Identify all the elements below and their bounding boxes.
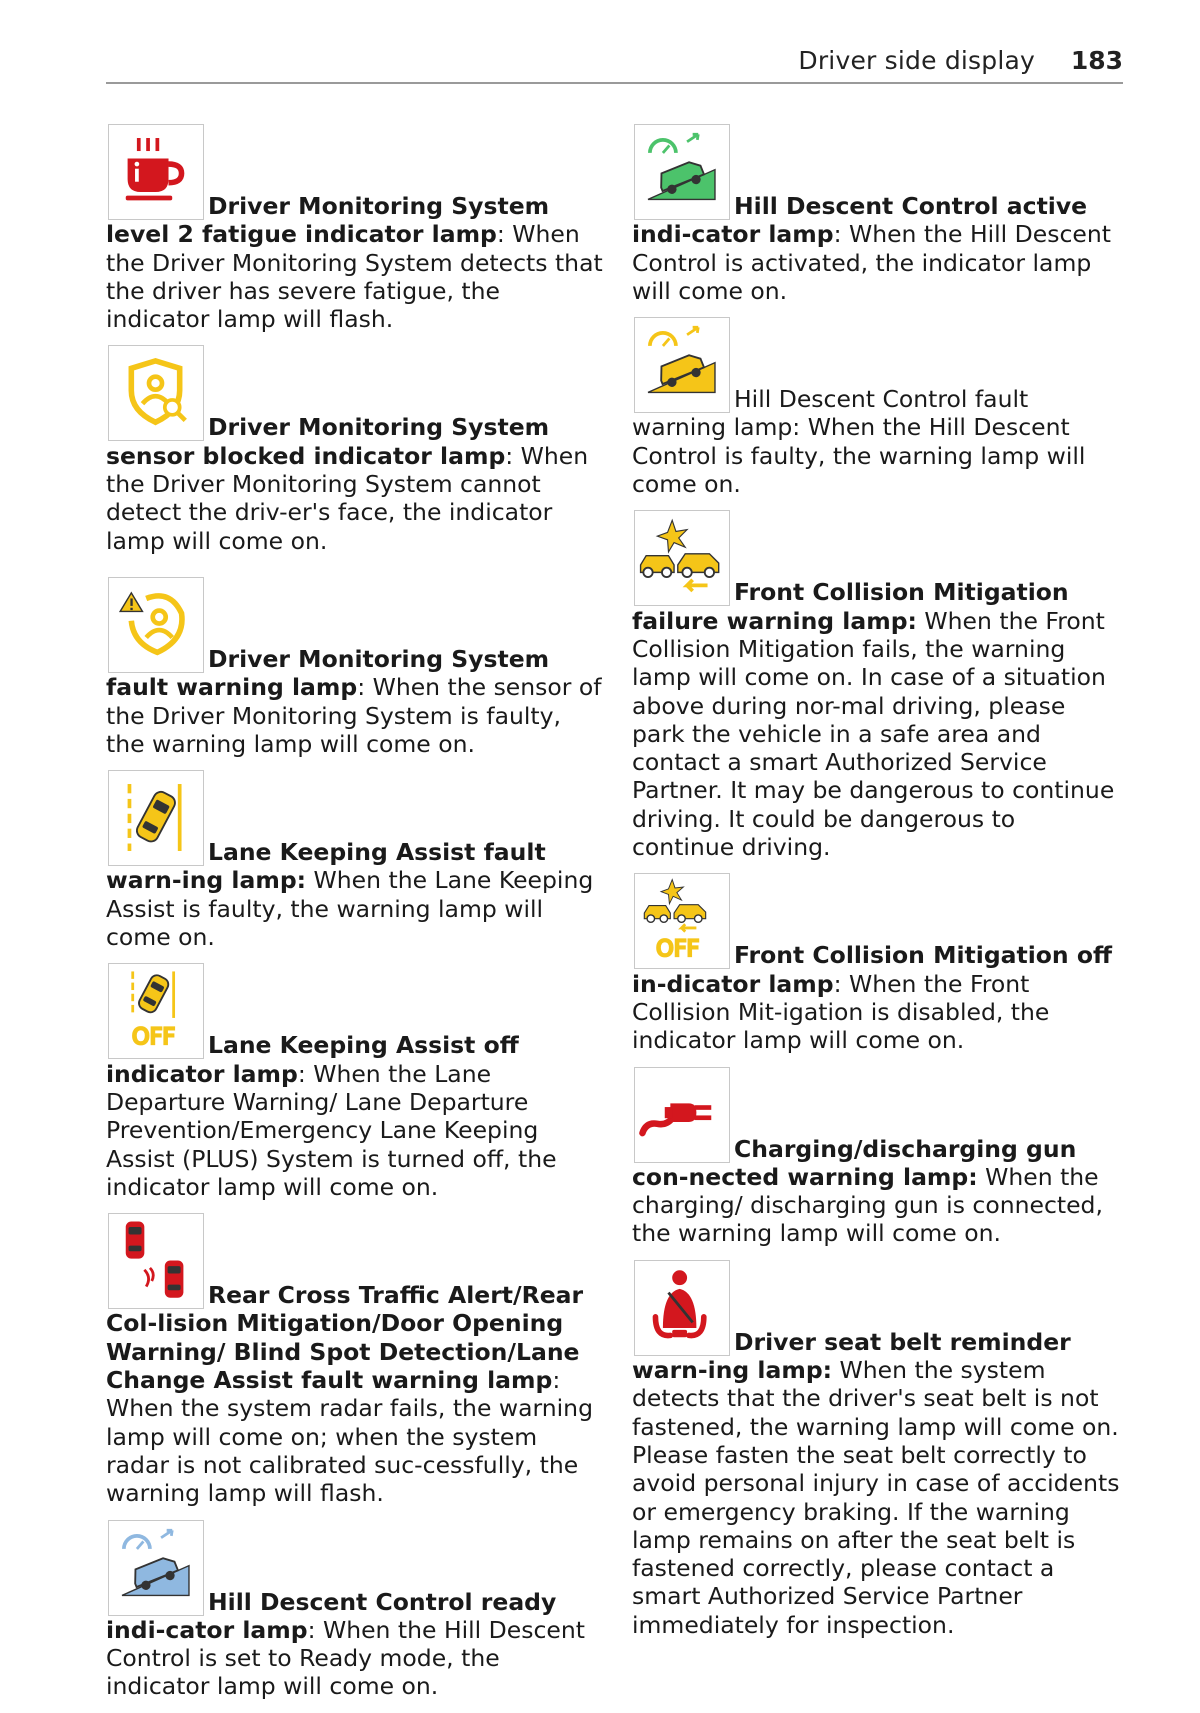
- lamp-description: When the charging/ discharging gun is connected, the warning lamp will come on.: [632, 1162, 1103, 1248]
- lamp-entry-fcm-failure: [632, 510, 1124, 861]
- lamp-entry-hdc-active: Hill Descent Control active indi-cator lamp: When the Hill Descent Control is activated, the indicator lamp will come on.: [632, 124, 1124, 305]
- lamp-entry-lka-fault: [106, 770, 604, 951]
- lamp-entry-seat-belt: [632, 1260, 1124, 1639]
- lamp-entry-charging-gun: [632, 1067, 1124, 1248]
- charging-plug-icon: [634, 1067, 730, 1163]
- lamp-title: Lane Keeping Assist off indicator lamp: [106, 1031, 519, 1088]
- lamp-description: When the Hill Descent Control is activated, the indicator lamp will come on.: [632, 220, 1111, 305]
- right-column: [632, 124, 1124, 1651]
- seat-belt-icon: [634, 1260, 730, 1356]
- lamp-title: Front Collision Mitigation off in-dicator lamp: [632, 941, 1113, 998]
- lamp-description: When the Front Collision Mit-igation is disabled, the indicator lamp will come on.: [632, 969, 1050, 1055]
- lamp-title: Charging/discharging gun con-nected warning lamp:: [632, 1134, 1077, 1191]
- lamp-entry-fatigue: Driver Monitoring System level 2 fatigue indicator lamp: When the Driver Monitoring System detects that the driver has severe fatigue, the indicator lamp will flash.: [106, 124, 604, 333]
- lamp-entry-rear-cross-traffic: Rear Cross Traffic Alert/Rear Col-lision Mitigation/Door Opening Warning/ Blind Spot Detection/Lane Change Assist fault warning lamp: When the system radar fails, the warning lamp will come on; when the system radar is not calibrated suc-cessfully, the warning lamp will flash.: [106, 1213, 604, 1507]
- lamp-title: Rear Cross Traffic Alert/Rear Col-lision Mitigation/Door Opening Warning/ Blind Spot Detection/Lane Change Assist fault warning lamp: [106, 1281, 584, 1395]
- lane-keeping-off-icon: [108, 963, 204, 1059]
- front-collision-off-icon: [634, 873, 730, 969]
- lamp-entry-fcm-off: OFF Front Collision Mitigation off in-dicator lamp: When the Front Collision Mit-igation is disabled, the indicator lamp will come on.: [632, 873, 1124, 1054]
- page-number: 183: [1070, 46, 1123, 75]
- lamp-entry-lka-off: OFF Lane Keeping Assist off indicator lamp: When the Lane Departure Warning/ Lane Departure Prevention/Emergency Lane Keeping Assist (PLUS) System is turned off, the indicator lamp will come on.: [106, 963, 604, 1201]
- svg-text:OFF: OFF: [132, 1024, 176, 1051]
- lamp-title: Front Collision Mitigation failure warning lamp:: [632, 578, 1069, 635]
- lamp-title: Driver Monitoring System level 2 fatigue indicator lamp: [106, 192, 550, 249]
- lamp-description: When the system detects that the driver's seat belt is not fastened, the warning lamp will come on. Please fasten the seat belt correctly to avoid personal injury in case of accidents or emergency braking. If the warning lamp remains on after the seat belt is fastened correctly, please contact a smart Authorized Service Partner immediately for inspection.: [632, 1356, 1120, 1639]
- lamp-title: Driver Monitoring System sensor blocked indicator lamp: [106, 413, 550, 470]
- lamp-description: When the Lane Departure Warning/ Lane Departure Prevention/Emergency Lane Keeping Assist (PLUS) System is turned off, the indicator lamp will come on.: [106, 1059, 557, 1201]
- lamp-description: When the Hill Descent Control is set to Ready mode, the indicator lamp will come on.: [106, 1615, 585, 1701]
- lamp-entry-hdc-ready: Hill Descent Control ready indi-cator lamp: When the Hill Descent Control is set to Ready mode, the indicator lamp will come on.: [106, 1520, 604, 1701]
- lamp-title: Hill Descent Control ready indi-cator lamp: [106, 1587, 557, 1644]
- lamp-description: When the Driver Monitoring System detects that the driver has severe fatigue, the indicator lamp will flash.: [106, 220, 603, 334]
- lamp-description: When the Lane Keeping Assist is faulty, the warning lamp will come on.: [106, 866, 594, 952]
- lamp-entry-sensor-blocked: Driver Monitoring System sensor blocked indicator lamp: When the Driver Monitoring System cannot detect the driv-er's face, the indicator lamp will come on.: [106, 345, 604, 554]
- lamp-title: Driver Monitoring System fault warning lamp: [106, 644, 550, 702]
- lamp-title: Hill Descent Control active indi-cator lamp: [632, 192, 1088, 249]
- lamp-description: When the system radar fails, the warning lamp will come on; when the system radar is not calibrated suc-cessfully, the warning lamp will flash.: [106, 1394, 593, 1508]
- lane-keeping-car-icon: [108, 770, 204, 866]
- coffee-cup-icon: [108, 124, 204, 220]
- lamp-entry-dms-fault: Driver Monitoring System fault warning lamp: When the sensor of the Driver Monitoring System is faulty, the warning lamp will come on.: [106, 577, 604, 758]
- lamp-description: When the sensor of the Driver Monitoring System is faulty, the warning lamp will come on.: [106, 673, 602, 758]
- lamp-description: When the Front Collision Mitigation fails, the warning lamp will come on. In case of a situation above during nor-mal driving, please park the vehicle in a safe area and contact a smart Authorized Service Partner. It may be dangerous to continue driving. It could be dangerous to continue driving.: [632, 606, 1115, 862]
- lamp-description: When the Driver Monitoring System cannot detect the driv-er's face, the indicator lamp will come on.: [106, 441, 589, 555]
- section-title: Driver side display: [798, 46, 1035, 75]
- front-collision-failure-icon: [634, 510, 730, 606]
- lamp-title: Driver seat belt reminder warn-ing lamp:: [632, 1327, 1071, 1385]
- hill-descent-ready-icon: [108, 1520, 204, 1616]
- svg-text:OFF: OFF: [656, 936, 700, 963]
- page-header: [106, 44, 1123, 84]
- left-column: [106, 124, 604, 1713]
- hill-descent-fault-icon: [634, 317, 730, 413]
- driver-face-warning-icon: [108, 577, 204, 673]
- rear-cross-traffic-icon: [108, 1213, 204, 1309]
- hill-descent-active-icon: [634, 124, 730, 220]
- lamp-description: Hill Descent Control fault warning lamp: When the Hill Descent Control is faulty, the warning lamp will come on.: [632, 385, 1086, 499]
- driver-face-magnifier-icon: [108, 345, 204, 441]
- lamp-entry-hdc-fault: [632, 317, 1124, 498]
- lamp-title: Lane Keeping Assist fault warn-ing lamp:: [106, 838, 546, 895]
